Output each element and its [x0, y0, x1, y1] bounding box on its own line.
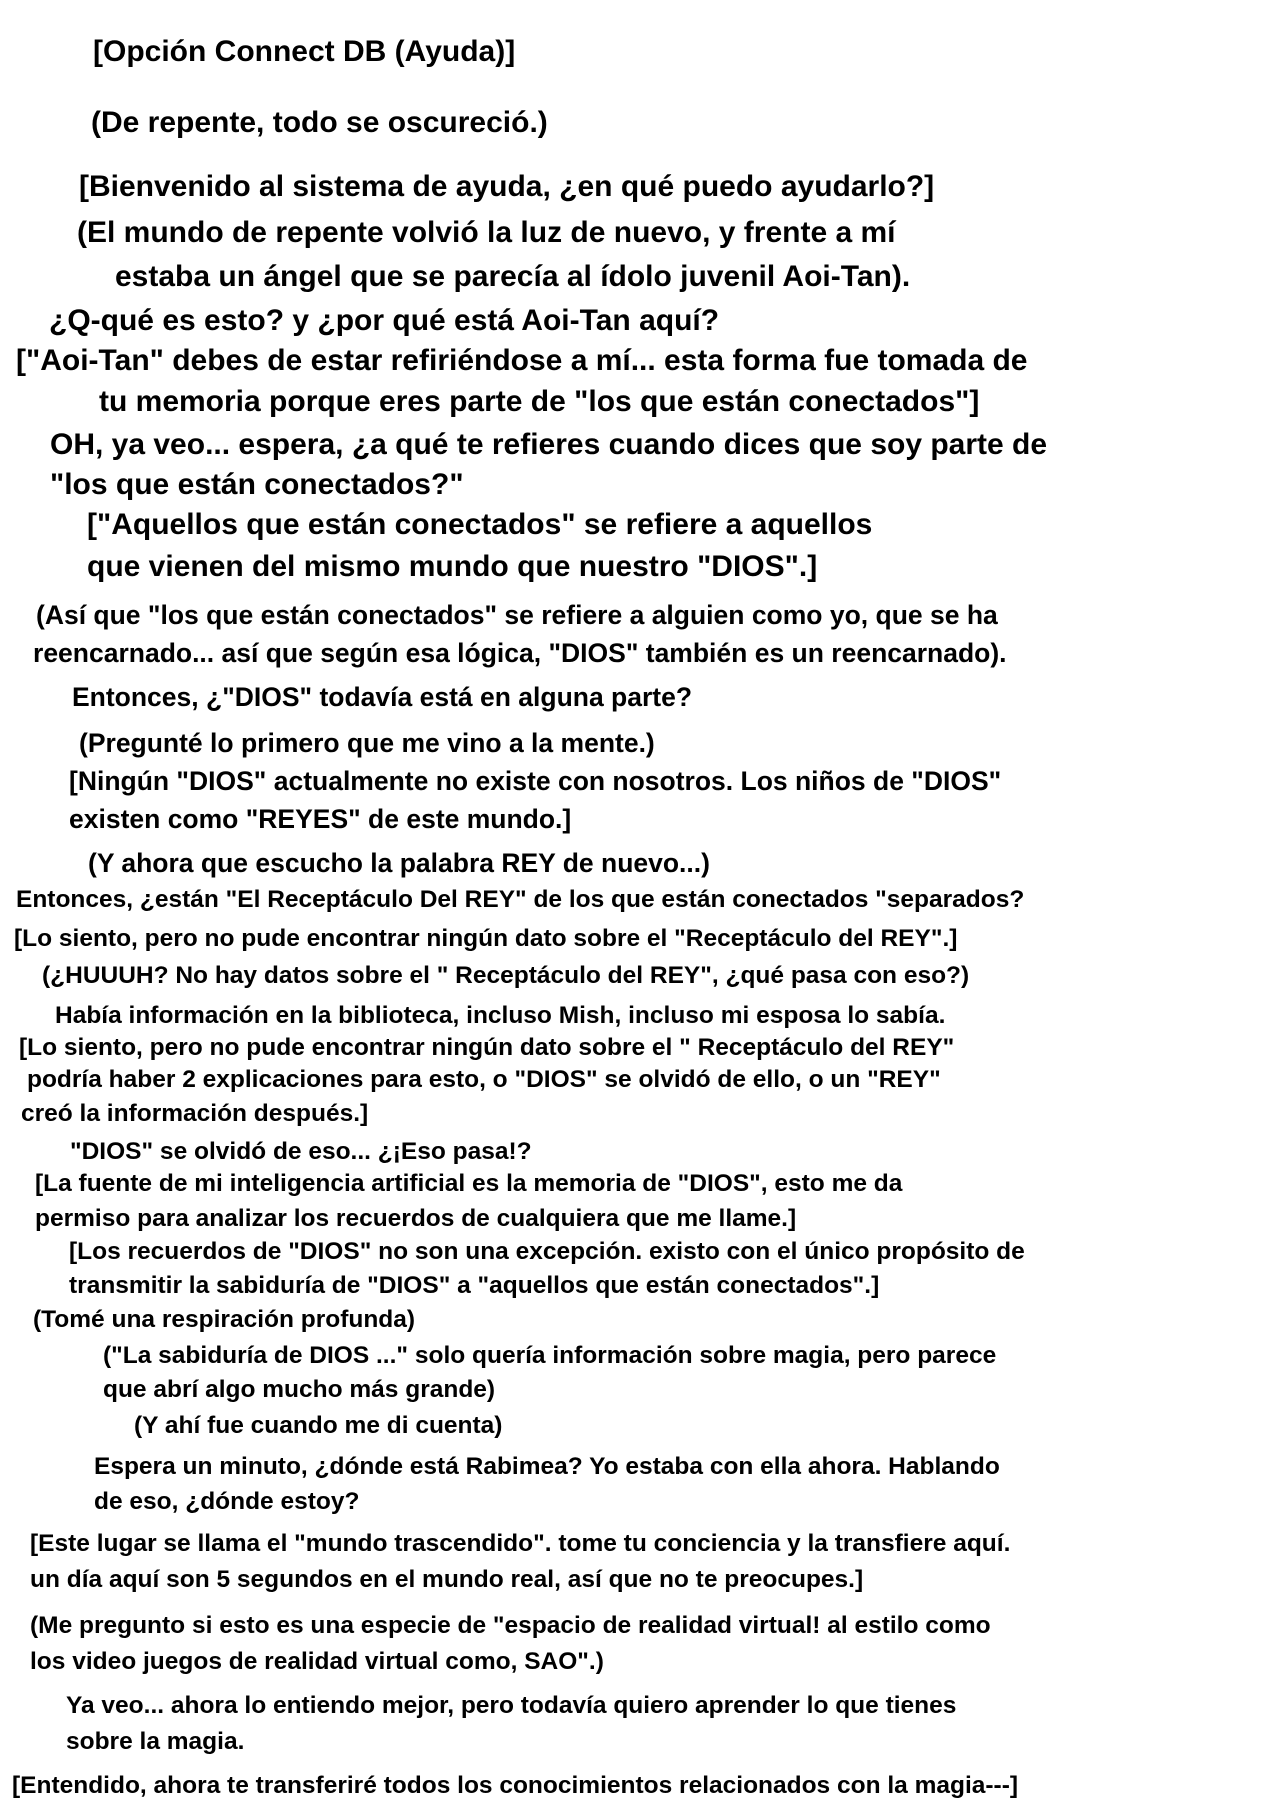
text-line: (Así que "los que están conectados" se refiere a alguien como yo, que se ha: [36, 600, 998, 630]
text-line: ¿Q-qué es esto? y ¿por qué está Aoi-Tan aquí?: [49, 304, 720, 337]
text-line: Entonces, ¿"DIOS" todavía está en alguna parte?: [72, 682, 693, 712]
text-line: (¿HUUUH? No hay datos sobre el " Receptáculo del REY", ¿qué pasa con eso?): [42, 962, 970, 989]
text-line: OH, ya veo... espera, ¿a qué te refieres cuando dices que soy parte de: [50, 428, 1048, 461]
text-line: que abrí algo mucho más grande): [103, 1376, 496, 1403]
text-line: (Tomé una respiración profunda): [33, 1306, 416, 1333]
text-line: (Pregunté lo primero que me vino a la mente.): [79, 728, 655, 758]
text-line: [Entendido, ahora te transferiré todos los conocimientos relacionados con la magia---]: [12, 1772, 1019, 1799]
text-line: los video juegos de realidad virtual como, SAO".): [30, 1648, 604, 1675]
text-line: Ya veo... ahora lo entiendo mejor, pero todavía quiero aprender lo que tienes: [66, 1692, 957, 1719]
text-line: ("La sabiduría de DIOS ..." solo quería información sobre magia, pero parece: [103, 1342, 997, 1369]
text-line: un día aquí son 5 segundos en el mundo real, así que no te preocupes.]: [30, 1566, 864, 1593]
text-line: tu memoria porque eres parte de "los que están conectados"]: [99, 385, 980, 418]
text-line: creó la información después.]: [21, 1100, 369, 1127]
text-line: permiso para analizar los recuerdos de cualquiera que me llame.]: [35, 1205, 797, 1232]
text-line: [La fuente de mi inteligencia artificial es la memoria de "DIOS", esto me da: [35, 1170, 903, 1197]
text-line: Había información en la biblioteca, incluso Mish, incluso mi esposa lo sabía.: [55, 1002, 946, 1029]
text-line: "DIOS" se olvidó de eso... ¿¡Eso pasa!?: [70, 1138, 532, 1165]
text-line: transmitir la sabiduría de "DIOS" a "aquellos que están conectados".]: [69, 1272, 880, 1299]
text-line: [Bienvenido al sistema de ayuda, ¿en qué puedo ayudarlo?]: [79, 170, 935, 203]
text-line: [Este lugar se llama el "mundo trascendido". tome tu conciencia y la transfiere aquí.: [30, 1530, 1011, 1557]
text-line: Entonces, ¿están "El Receptáculo Del REY" de los que están conectados "separados?: [16, 886, 1025, 913]
text-line: sobre la magia.: [66, 1728, 245, 1755]
text-line: existen como "REYES" de este mundo.]: [69, 804, 572, 834]
text-line: (Y ahí fue cuando me di cuenta): [134, 1412, 503, 1439]
text-line: podría haber 2 explicaciones para esto, o "DIOS" se olvidó de ello, o un "REY": [27, 1066, 941, 1093]
text-line: "los que están conectados?": [50, 468, 464, 501]
text-line: [Opción Connect DB (Ayuda)]: [93, 35, 516, 68]
text-line: [Los recuerdos de "DIOS" no son una excepción. existo con el único propósito de: [69, 1238, 1025, 1265]
text-line: (Y ahora que escucho la palabra REY de nuevo...): [88, 848, 710, 878]
text-line: [Lo siento, pero no pude encontrar ningún dato sobre el "Receptáculo del REY".]: [14, 925, 958, 952]
text-line: (El mundo de repente volvió la luz de nuevo, y frente a mí: [77, 216, 896, 249]
text-line: que vienen del mismo mundo que nuestro "DIOS".]: [87, 550, 818, 583]
text-line: (De repente, todo se oscureció.): [91, 106, 548, 139]
text-line: [Lo siento, pero no pude encontrar ningún dato sobre el " Receptáculo del REY": [19, 1034, 955, 1061]
text-line: [Ningún "DIOS" actualmente no existe con nosotros. Los niños de "DIOS": [69, 766, 1002, 796]
text-line: ["Aquellos que están conectados" se refiere a aquellos: [87, 508, 873, 541]
text-line: ["Aoi-Tan" debes de estar refiriéndose a mí... esta forma fue tomada de: [16, 344, 1028, 377]
text-line: (Me pregunto si esto es una especie de "espacio de realidad virtual! al estilo como: [30, 1612, 991, 1639]
text-line: Espera un minuto, ¿dónde está Rabimea? Yo estaba con ella ahora. Hablando: [94, 1453, 1000, 1480]
text-line: de eso, ¿dónde estoy?: [94, 1488, 360, 1515]
text-line: reencarnado... así que según esa lógica, "DIOS" también es un reencarnado).: [33, 638, 1007, 668]
text-line: estaba un ángel que se parecía al ídolo juvenil Aoi-Tan).: [115, 260, 911, 293]
